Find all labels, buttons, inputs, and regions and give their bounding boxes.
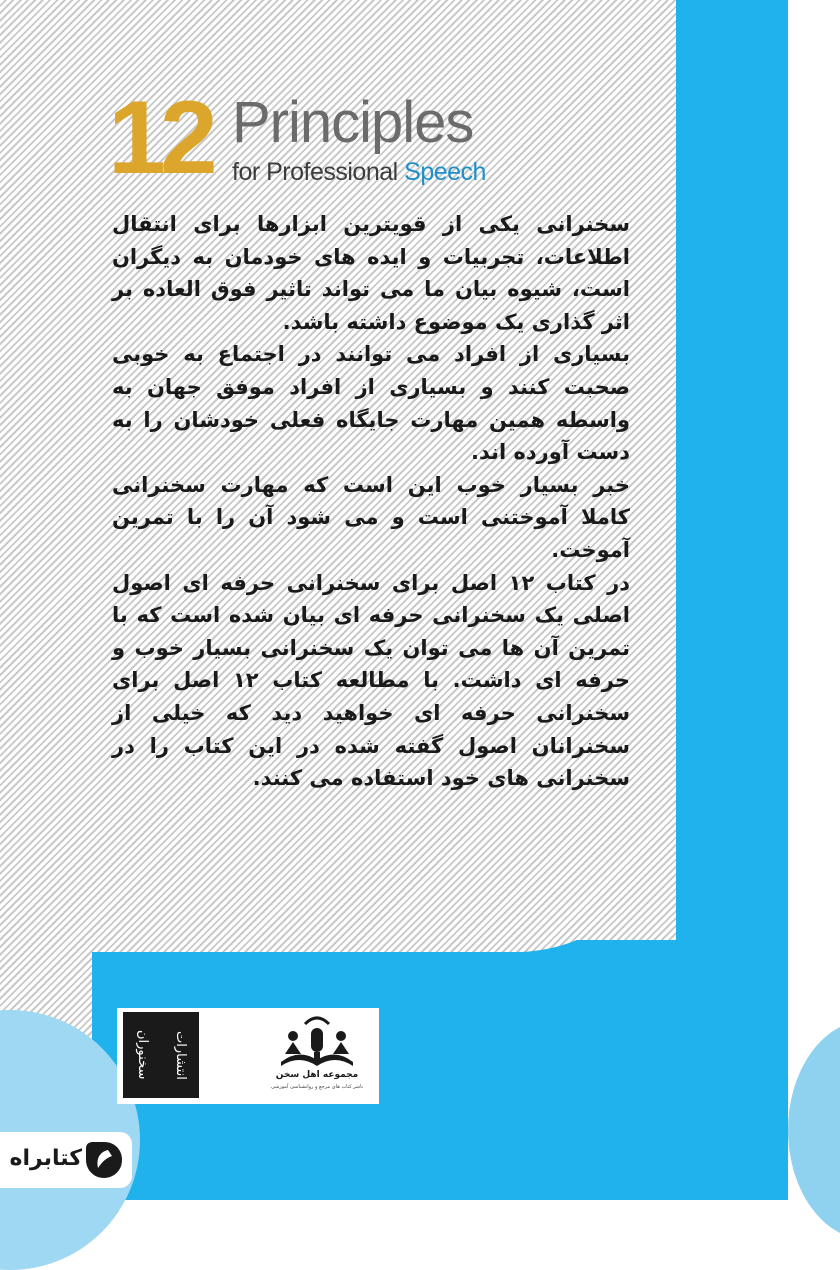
book-emblem-icon	[275, 1014, 359, 1070]
title-subtitle	[232, 160, 486, 185]
ahl-sokhan-description: ناشر کتاب های مرجع و روانشناسی آموزشی	[270, 1084, 364, 1090]
description-paragraph: خبر بسیار خوب این است که مهارت سخنرانی کاملا آموختنی است و می شود آن را با تمرین آموخت.	[112, 472, 630, 562]
sokhanvaran-logo-text: انتشارات سخنوران	[135, 1030, 188, 1080]
subtitle-prefix: for Professional	[232, 158, 405, 186]
book-description	[112, 208, 630, 795]
ahl-sokhan-logo	[267, 1014, 367, 1098]
description-paragraph: بسیاری از افراد می توانند در اجتماع به خوبی صحبت کنند و بسیاری از افراد موفق جهان به واسطه همین مهارت جایگاه فعلی خودشان را به دست آورده اند.	[112, 342, 630, 465]
kitabrah-label: کتابراه	[9, 1146, 82, 1171]
right-white-strip	[788, 0, 840, 1200]
ahl-sokhan-name: مجموعه اهل سخن	[275, 1070, 359, 1080]
title-number: 12	[108, 80, 212, 196]
title-main: Principles	[232, 90, 474, 155]
book-title	[108, 80, 508, 202]
description-paragraph: سخنرانی یکی از قویترین ابزارها برای انتقال اطلاعات، تجربیات و ایده های خودمان به دیگران است، شیوه بیان ما می تواند تاثیر فوق العاده بر اثر گذاری یک موضوع داشته باشد.	[112, 212, 630, 334]
subtitle-accent: Speech	[404, 158, 486, 186]
publisher-logos	[117, 1008, 379, 1104]
sokhanvaran-logo	[123, 1012, 199, 1098]
kitabrah-badge[interactable]	[0, 1132, 132, 1188]
kitabrah-logo-icon	[84, 1140, 124, 1180]
description-paragraph: در کتاب ۱۲ اصل برای سخنرانی حرفه ای اصول اصلی یک سخنرانی حرفه ای بیان شده است که با تمرین آن ها می توان یک سخنرانی بسیار خوب و حرفه ای داشت. با مطالعه کتاب ۱۲ اصل برای سخنرانی حرفه ای خواهید دید که خیلی از سخنرانان اصول گفته شده در این کتاب را در سخنرانی های خود استفاده می کنند.	[112, 570, 630, 791]
